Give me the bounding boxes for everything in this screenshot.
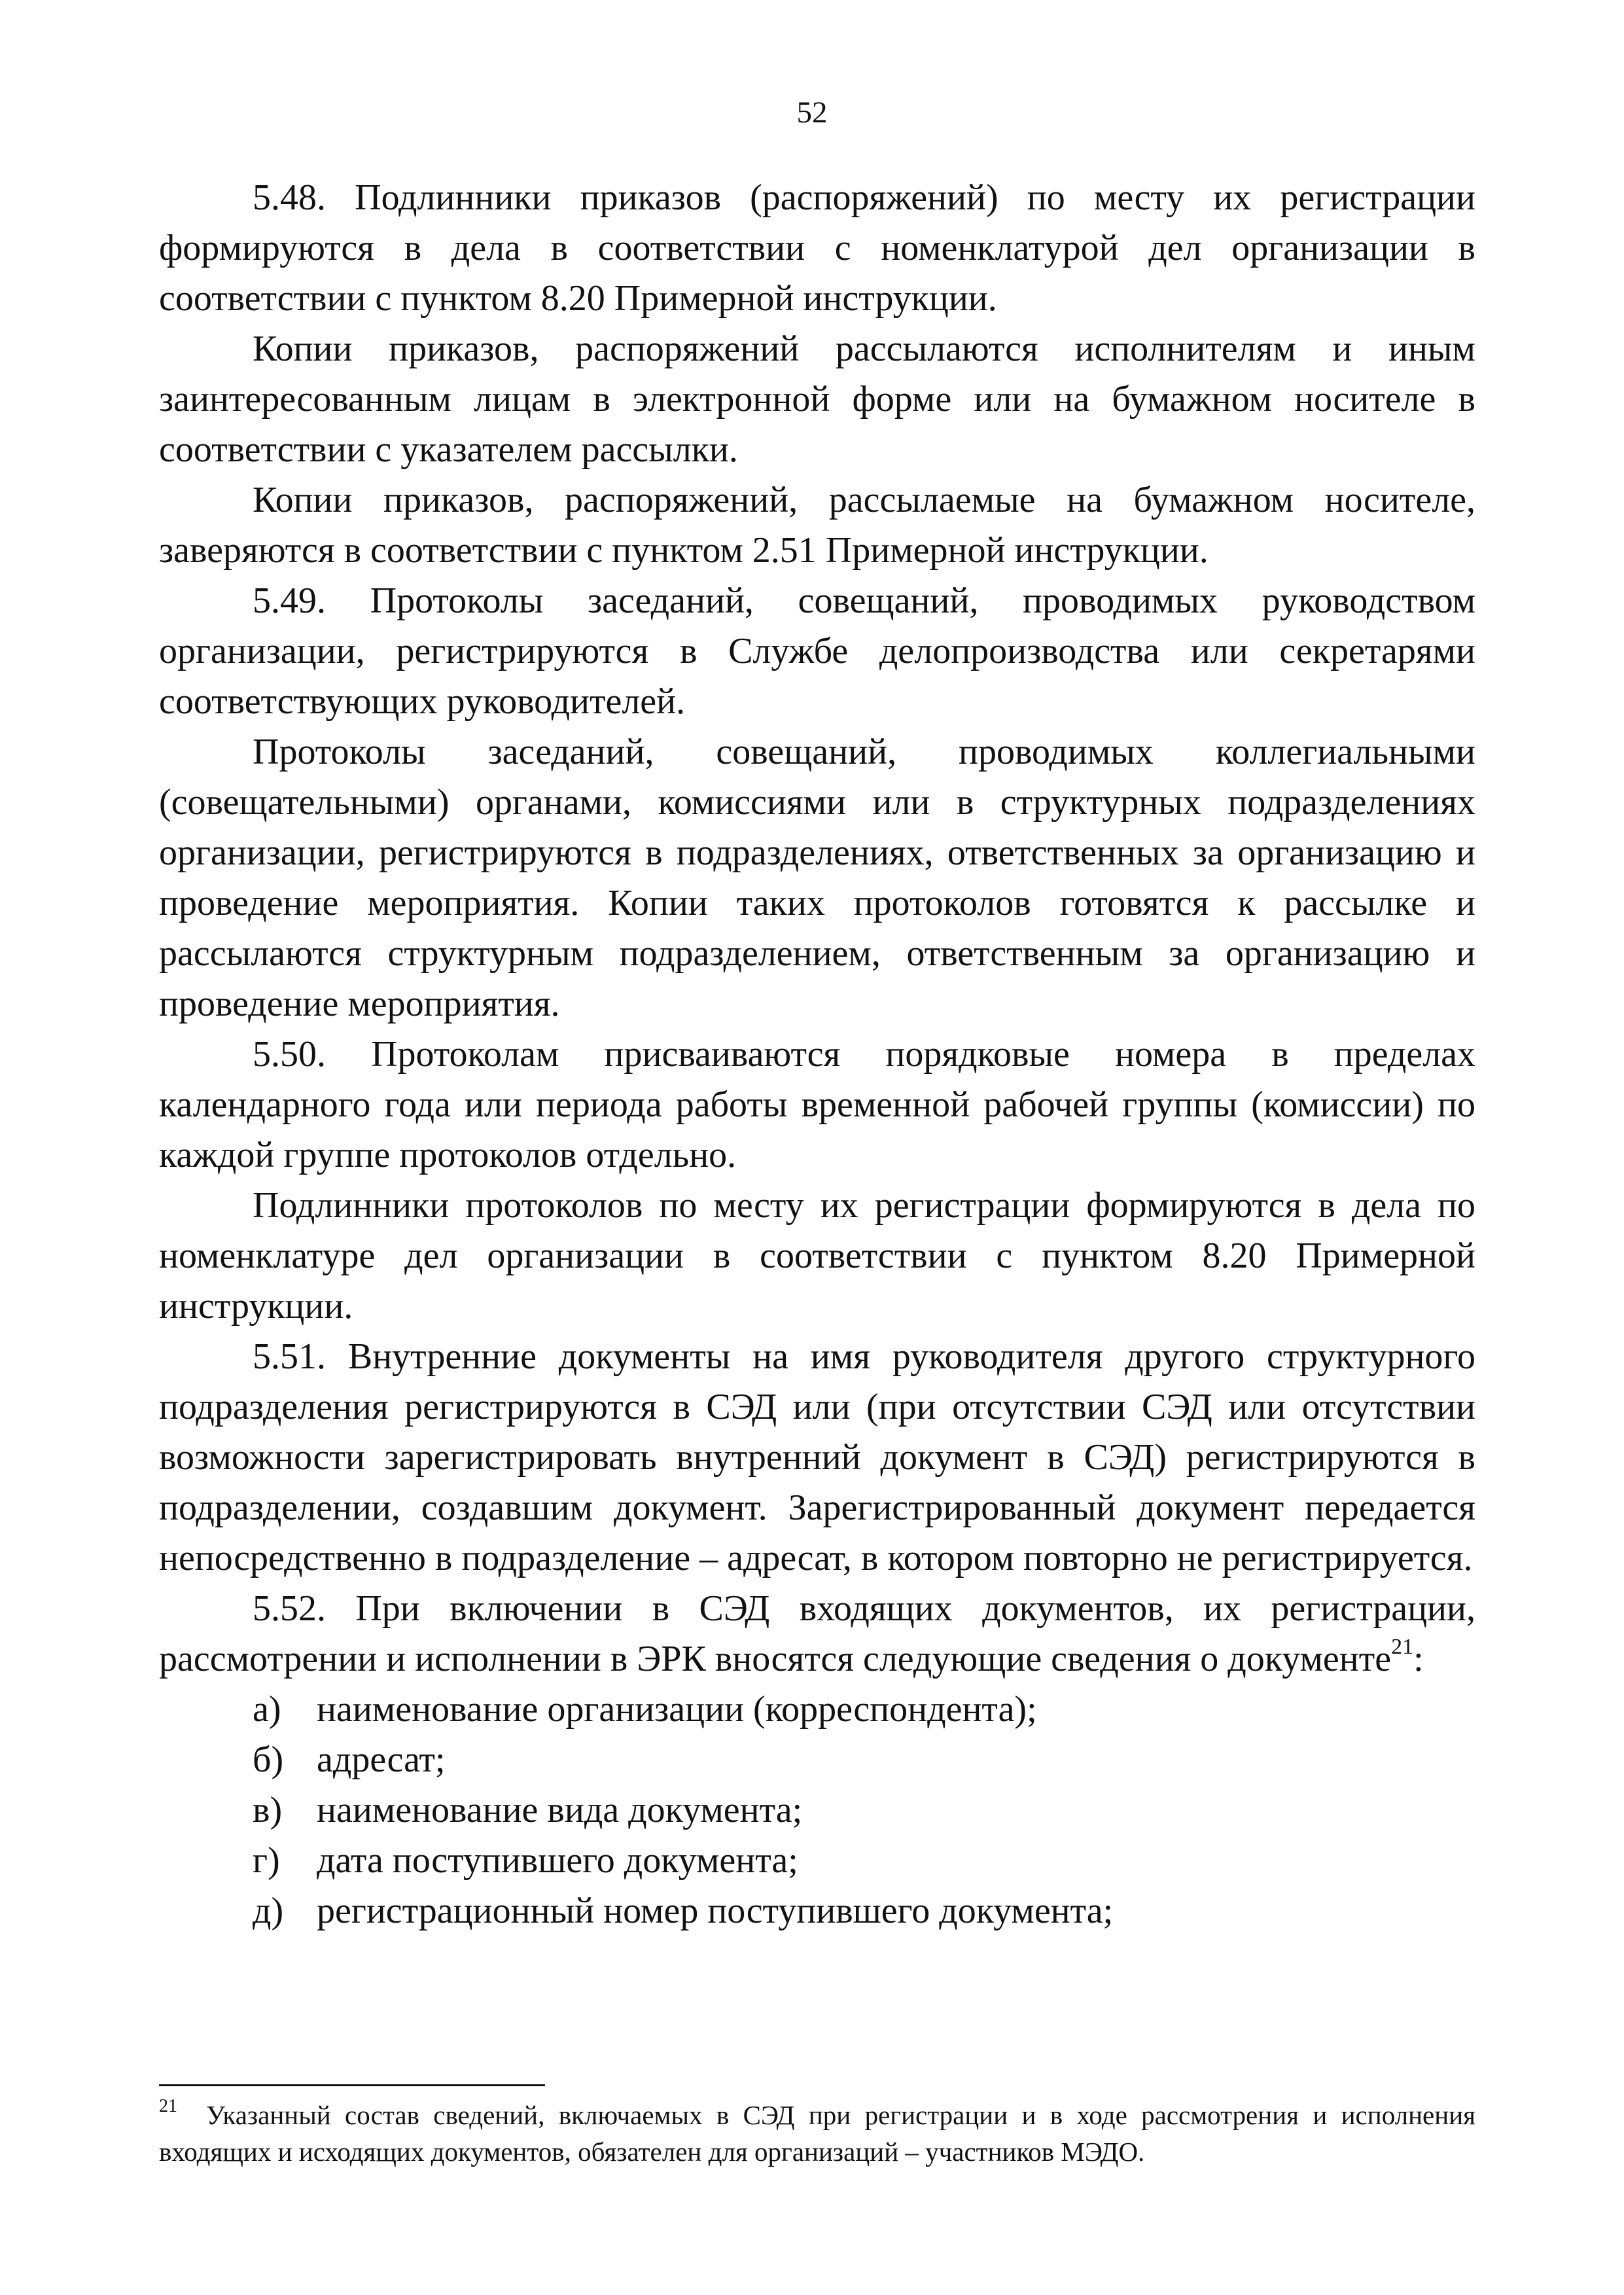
list-marker: б) xyxy=(253,1739,284,1780)
list-item xyxy=(159,1684,1475,1735)
list-item xyxy=(159,1886,1475,1936)
paragraph-collegial-protocols: Протоколы заседаний, совещаний, проводимых коллегиальными (совещательными) органами, комиссиями или в структурных подразделениях организации, регистрируются в подразделениях, ответственных за организацию и проведение мероприятия. Копии таких протоколов готовятся к рассылке и рассылаются структурным подразделением, ответственным за организацию и проведение мероприятия. xyxy=(159,732,1475,1024)
paragraph-5-52-text: 5.52. При включении в СЭД входящих документов, их регистрации, рассмотрении и исполнении в ЭРК вносятся следующие сведения о документе xyxy=(159,1588,1475,1679)
list-item-text: адресат; xyxy=(317,1739,446,1780)
list-item-text: регистрационный номер поступившего документа; xyxy=(317,1891,1114,1931)
paragraph-5-51: 5.51. Внутренние документы на имя руководителя другого структурного подразделения регистрируются в СЭД или (при отсутствии СЭД или отсутствии возможности зарегистрировать внутренний документ в СЭД) регистрируются в подразделении, создавшим документ. Зарегистрированный документ передается непосредственно в подразделение – адресат, в котором повторно не регистрируется. xyxy=(159,1336,1475,1578)
footnote-divider xyxy=(159,2084,545,2086)
list-item xyxy=(159,1785,1475,1836)
list-item xyxy=(159,1836,1475,1886)
list-item-text: дата поступившего документа; xyxy=(317,1840,798,1881)
list-item-text: наименование вида документа; xyxy=(317,1790,803,1830)
list-item-text: наименование организации (корреспондента); xyxy=(317,1689,1037,1730)
footnote: $^{21}$ Указанный состав сведений, включаемых в СЭД при регистрации и в ходе рассмотрения и исполнения входящих и исходящих документов, обязателен для организаций – участников МЭДО. xyxy=(159,2096,1475,2167)
list-marker: в) xyxy=(253,1790,283,1830)
list-marker: д) xyxy=(253,1891,284,1931)
paragraph-5-52 xyxy=(159,1584,1475,1684)
footnote-text: Указанный состав сведений, включаемых в СЭД при регистрации и в ходе рассмотрения и исполнения входящих и исходящих документов, обязателен для организаций – участников МЭДО. xyxy=(159,2100,1475,2167)
document-body xyxy=(159,173,1475,1936)
list-marker: а) xyxy=(253,1689,281,1730)
paragraph-5-50: 5.50. Протоколам присваиваются порядковые номера в пределах календарного года или периода работы временной рабочей группы (комиссии) по каждой группе протоколов отдельно. xyxy=(159,1034,1475,1175)
list-item xyxy=(159,1735,1475,1785)
paragraph-5-48: 5.48. Подлинники приказов (распоряжений) по месту их регистрации формируются в дела в соответствии с номенклатурой дел организации в соответствии с пунктом 8.20 Примерной инструкции. xyxy=(159,177,1475,319)
page-number: 52 xyxy=(796,96,828,130)
list-marker: г) xyxy=(253,1840,280,1881)
paragraph-copies-certification: Копии приказов, распоряжений, рассылаемые на бумажном носителе, заверяются в соответствии с пунктом 2.51 Примерной инструкции. xyxy=(159,480,1475,571)
footnote-reference[interactable]: 21 xyxy=(1391,1635,1414,1660)
paragraph-5-52-tail: : xyxy=(1413,1639,1424,1679)
paragraph-protocol-originals: Подлинники протоколов по месту их регистрации формируются в дела по номенклатуре дел организации в соответствии с пунктом 8.20 Примерной инструкции. xyxy=(159,1185,1475,1326)
paragraph-copies-distribution: Копии приказов, распоряжений рассылаются исполнителям и иным заинтересованным лицам в электронной форме или на бумажном носителе в соответствии с указателем рассылки. xyxy=(159,329,1475,470)
paragraph-5-49: 5.49. Протоколы заседаний, совещаний, проводимых руководством организации, регистрируются в Службе делопроизводства или секретарями соответствующих руководителей. xyxy=(159,580,1475,722)
